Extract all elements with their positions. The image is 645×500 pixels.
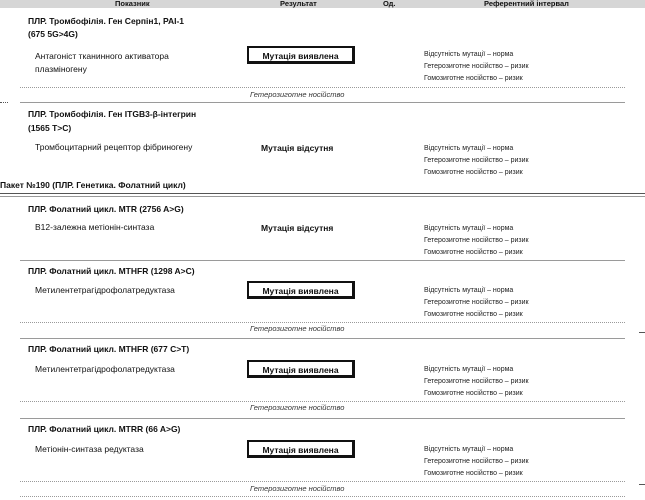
result-text: Мутація відсутня	[261, 223, 334, 233]
ref-hetero: Гетерозиготне носійство – ризик	[424, 378, 529, 385]
header-result: Результат	[280, 0, 317, 8]
result-comment: Гетерозиготне носійство	[250, 484, 345, 493]
package-divider	[0, 193, 645, 197]
result-comment: Гетерозиготне носійство	[250, 90, 345, 99]
package-title: Пакет №190 (ПЛР. Генетика. Фолатний цикл)	[0, 180, 186, 190]
header-indicator: Показник	[115, 0, 150, 8]
result-box: Мутація виявлена	[247, 440, 355, 458]
row-divider	[20, 322, 625, 323]
ref-hetero: Гетерозиготне носійство – ризик	[424, 458, 529, 465]
ref-homo: Гомозиготне носійство – ризик	[424, 311, 523, 318]
header-unit: Од.	[383, 0, 396, 8]
ref-homo: Гомозиготне носійство – ризик	[424, 249, 523, 256]
result-comment: Гетерозиготне носійство	[250, 324, 345, 333]
row-divider	[20, 401, 625, 402]
ref-homo: Гомозиготне носійство – ризик	[424, 169, 523, 176]
test-title: ПЛР. Фолатний цикл. MTRR (66 A>G)	[28, 424, 181, 434]
test-name: Тромбоцитарний рецептор фібриногену	[35, 142, 193, 152]
test-name: Метилентетрагідрофолатредуктаза	[35, 285, 175, 295]
test-title-cont: (675 5G>4G)	[28, 29, 78, 39]
ref-hetero: Гетерозиготне носійство – ризик	[424, 157, 529, 164]
ref-norm: Відсутність мутації – норма	[424, 287, 514, 294]
ref-homo: Гомозиготне носійство – ризик	[424, 470, 523, 477]
test-title: ПЛР. Фолатний цикл. MTR (2756 A>G)	[28, 204, 184, 214]
ref-norm: Відсутність мутації – норма	[424, 145, 514, 152]
margin-mark	[0, 102, 8, 103]
margin-mark	[639, 332, 645, 333]
ref-homo: Гомозиготне носійство – ризик	[424, 75, 523, 82]
ref-norm: Відсутність мутації – норма	[424, 225, 514, 232]
ref-hetero: Гетерозиготне носійство – ризик	[424, 299, 529, 306]
test-title: ПЛР. Фолатний цикл. MTHFR (1298 A>C)	[28, 266, 195, 276]
test-name: Антагоніст тканинного активатора	[35, 51, 169, 61]
section-divider	[20, 102, 625, 103]
test-title: ПЛР. Фолатний цикл. MTHFR (677 C>T)	[28, 344, 190, 354]
test-name: Метіонін-синтаза редуктаза	[35, 444, 144, 454]
ref-norm: Відсутність мутації – норма	[424, 51, 514, 58]
ref-norm: Відсутність мутації – норма	[424, 366, 514, 373]
test-title: ПЛР. Тромбофілія. Ген ITGB3-β-інтегрин	[28, 109, 197, 119]
result-box: Мутація виявлена	[247, 281, 355, 299]
result-box: Мутація виявлена	[247, 360, 355, 378]
test-name: Метилентетрагідрофолатредуктаза	[35, 364, 175, 374]
test-name: B12-залежна метіонін-синтаза	[35, 222, 155, 232]
ref-homo: Гомозиготне носійство – ризик	[424, 390, 523, 397]
row-divider	[20, 87, 625, 88]
ref-hetero: Гетерозиготне носійство – ризик	[424, 63, 529, 70]
test-title-cont: (1565 T>C)	[28, 123, 72, 133]
section-divider	[20, 418, 625, 419]
row-divider	[20, 481, 625, 482]
test-title: ПЛР. Тромбофілія. Ген Серпін1, PAI-1	[28, 16, 185, 26]
header-reference: Референтний інтервал	[484, 0, 569, 8]
ref-norm: Відсутність мутації – норма	[424, 446, 514, 453]
margin-mark	[639, 484, 645, 485]
result-text: Мутація відсутня	[261, 143, 334, 153]
section-divider	[20, 338, 625, 339]
result-comment: Гетерозиготне носійство	[250, 403, 345, 412]
ref-hetero: Гетерозиготне носійство – ризик	[424, 237, 529, 244]
section-divider	[20, 260, 625, 261]
result-box: Мутація виявлена	[247, 46, 355, 64]
test-name-cont: плазміногену	[35, 64, 87, 74]
row-divider	[20, 496, 625, 497]
